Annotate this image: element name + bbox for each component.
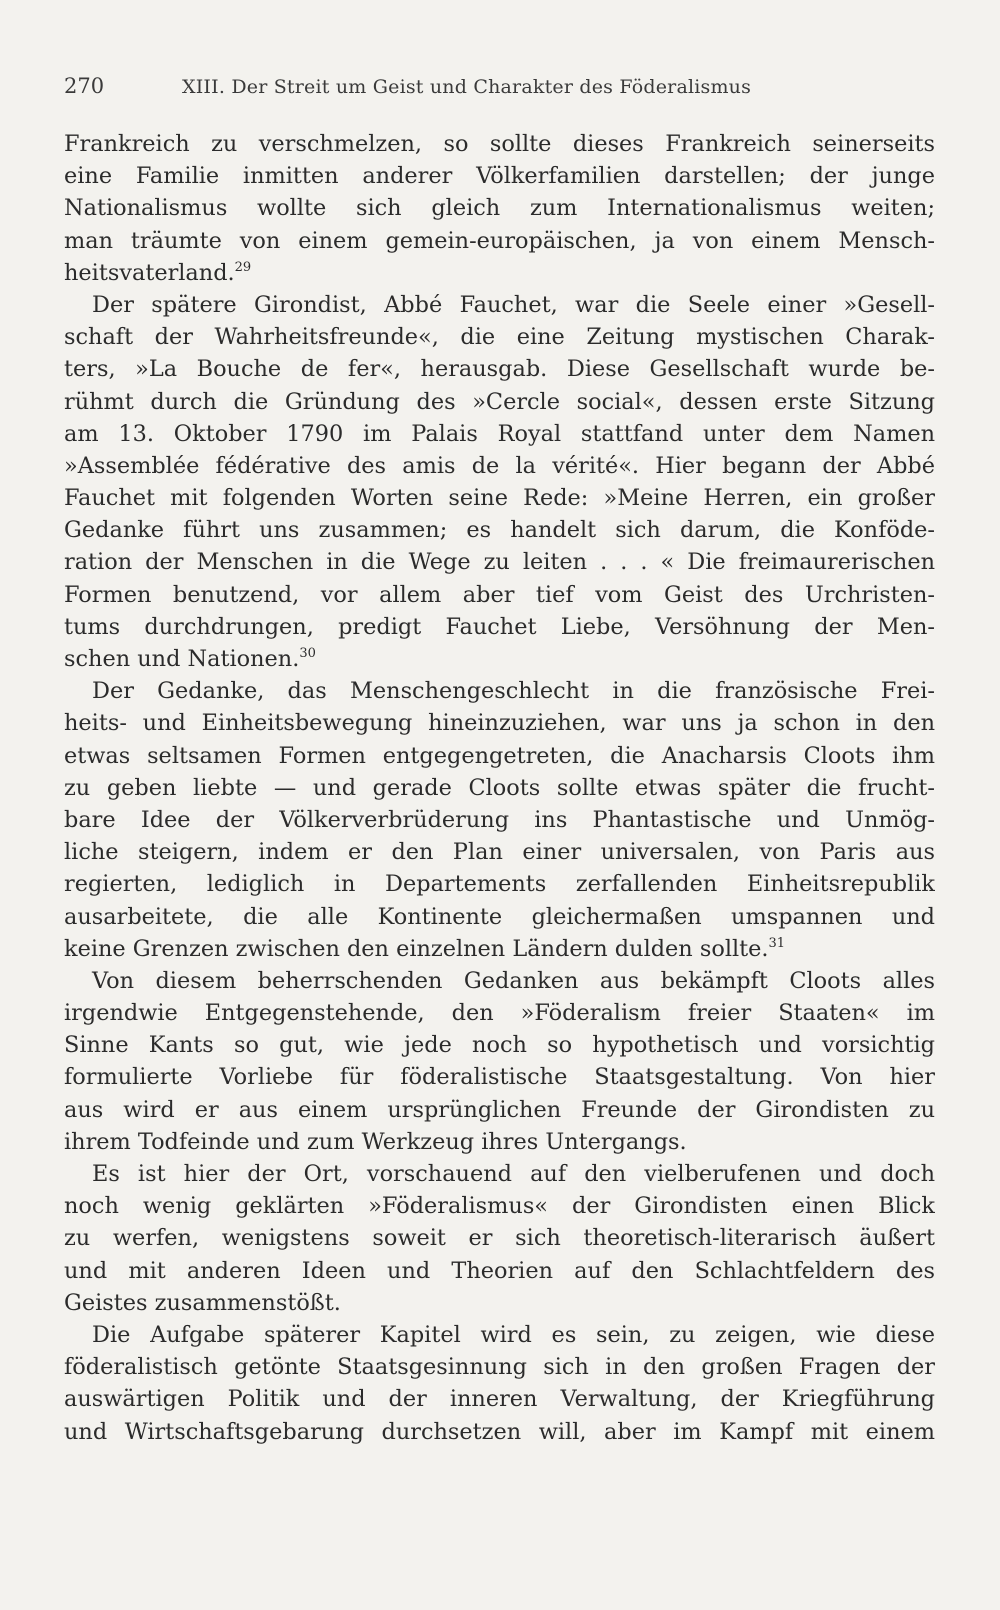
paragraph-first-line: Die Aufgabe späterer Kapitel wird es sein, zu zeigen, wie diese [92,1321,935,1348]
text-line: Gedanke führt uns zusammen; es handelt sich darum, die Konföde- [64,517,935,544]
text-line: und Wirtschaftsgebarung durchsetzen will, aber im Kampf mit einem [64,1418,935,1445]
text-line: tums durchdrungen, predigt Fauchet Liebe, Versöhnung der Men- [64,613,935,640]
text-line: Geistes zusammenstößt. [64,1289,341,1316]
paragraph-first-line: Der spätere Girondist, Abbé Fauchet, war die Seele einer »Gesell- [92,291,935,318]
paragraph-first-line: Der Gedanke, das Menschengeschlecht in die französische Frei- [92,678,935,705]
text-line: am 13. Oktober 1790 im Palais Royal stattfand unter dem Namen [64,420,935,447]
text-line: zu geben liebte — und gerade Cloots sollte etwas später die frucht- [64,774,935,801]
text-line: rühmt durch die Gründung des »Cercle social«, dessen erste Sitzung [64,388,935,415]
text-line: keine Grenzen zwischen den einzelnen Ländern dulden sollte.$^{31}$ [64,935,786,962]
text-line: bare Idee der Völkerverbrüderung ins Phantastische und Unmög- [64,806,935,833]
text-line: »Assemblée fédérative des amis de la vérité«. Hier begann der Abbé [64,452,935,479]
text-line: aus wird er aus einem ursprünglichen Freunde der Girondisten zu [64,1096,935,1123]
text-line: irgendwie Entgegenstehende, den »Föderalism freier Staaten« im [64,1000,935,1027]
text-line: Nationalismus wollte sich gleich zum Internationalismus weiten; [64,195,935,222]
text-line: formulierte Vorliebe für föderalistische Staatsgestaltung. Von hier [64,1064,935,1091]
paragraph-first-line: Es ist hier der Ort, vorschauend auf den vielberufenen und doch [92,1161,935,1187]
footnote-reference: 30 [299,646,316,661]
text-line: zu werfen, wenigstens soweit er sich theoretisch-literarisch äußert [64,1225,935,1252]
text-line: Fauchet mit folgenden Worten seine Rede: »Meine Herren, ein großer [64,485,935,512]
text-line: heits- und Einheitsbewegung hineinzuziehen, war uns ja schon in den [64,710,935,737]
text-line: schen und Nationen.$^{30}$ [64,646,316,672]
text-line: auswärtigen Politik und der inneren Verwaltung, der Kriegführung [64,1386,935,1413]
text-line: Frankreich zu verschmelzen, so sollte dieses Frankreich seinerseits [64,131,935,157]
text-line: heitsvaterland.$^{29}$ [64,259,252,286]
page-number: 270 [64,74,105,98]
text-line: regierten, lediglich in Departements zerfallenden Einheitsrepublik [64,871,935,898]
text-line: föderalistisch getönte Staatsgesinnung sich in den großen Fragen der [64,1354,935,1381]
body-text [64,128,935,1448]
text-line: eine Familie inmitten anderer Völkerfamilien darstellen; der junge [64,163,935,190]
text-line: ters, »La Bouche de fer«, herausgab. Diese Gesellschaft wurde be- [64,356,935,383]
page-header [64,74,934,104]
running-title: XIII. Der Streit um Geist und Charakter des Föderalismus [182,76,752,98]
text-line: und mit anderen Ideen und Theorien auf den Schlachtfeldern des [64,1257,935,1284]
text-line: schaft der Wahrheitsfreunde«, die eine Zeitung mystischen Charak- [64,324,935,351]
footnote-reference: 31 [768,935,786,951]
text-line: Formen benutzend, vor allem aber tief vom Geist des Urchristen- [64,581,935,608]
text-line: noch wenig geklärten »Föderalismus« der Girondisten einen Blick [64,1193,935,1220]
text-line: etwas seltsamen Formen entgegengetreten, die Anacharsis Cloots ihm [64,742,935,769]
text-line: man träumte von einem gemein-europäischen, ja von einem Mensch- [64,227,935,254]
footnote-reference: 29 [234,259,252,275]
text-line: ration der Menschen in die Wege zu leiten . . . « Die freimaurerischen [64,549,935,576]
text-line: ihrem Todfeinde und zum Werkzeug ihres Untergangs. [64,1128,687,1155]
paragraph-first-line: Von diesem beherrschenden Gedanken aus bekämpft Cloots alles [92,967,935,994]
text-line: Sinne Kants so gut, wie jede noch so hypothetisch und vorsichtig [64,1032,935,1059]
text-line: ausarbeitete, die alle Kontinente gleichermaßen umspannen und [64,903,935,930]
text-line: liche steigern, indem er den Plan einer universalen, von Paris aus [64,839,935,866]
